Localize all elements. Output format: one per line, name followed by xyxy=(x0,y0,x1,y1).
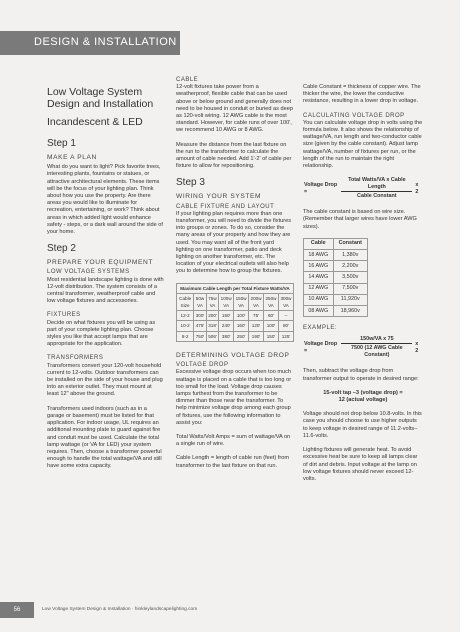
transformers-heading: TRANSFORMERS xyxy=(47,355,104,362)
table-row xyxy=(304,261,368,272)
table-cell: 200' xyxy=(206,311,218,321)
step-1-heading: Step 1 xyxy=(47,138,76,149)
table-cell: 125' xyxy=(278,331,293,341)
table-cell: 75' xyxy=(249,311,264,321)
table-row xyxy=(177,331,294,341)
table-cell: 14 AWG xyxy=(304,272,334,283)
table-row xyxy=(304,294,368,305)
table-row xyxy=(177,321,294,331)
main-subtitle: Incandescent & LED xyxy=(47,116,143,128)
table-cell: 750' xyxy=(194,331,206,341)
table-cell: 12-2 xyxy=(177,311,194,321)
table-row xyxy=(304,250,368,261)
low-voltage-systems-heading: LOW VOLTAGE SYSTEMS xyxy=(47,269,130,276)
table-header: 75w VA xyxy=(206,293,218,310)
calculating-heading: CALCULATING VOLTAGE DROP xyxy=(303,112,405,119)
page-footer xyxy=(0,602,460,618)
banner-title: DESIGN & INSTALLATION xyxy=(34,36,177,48)
table-header: 50w VA xyxy=(194,293,206,310)
table-header: Cable Size xyxy=(177,293,194,310)
table-cell: 11,920v xyxy=(333,294,367,305)
heat-text: Lighting fixtures will generate heat. To avoid excessive heat be sure to keep all lamps clear of dirt and debris. Input voltage at the lamp on low voltage fixtures should never exceed 12-volts. xyxy=(303,447,418,482)
cable-constant-table xyxy=(303,238,368,317)
table-cell: 150' xyxy=(264,331,279,341)
example-formula xyxy=(303,336,423,360)
table-cell: 80' xyxy=(278,321,293,331)
transformers-text-1: Transformers convert your 120-volt household current to 12-volts. Outdoor transformers can be installed on the side of your house and plug into an exterior outlet. They must mount at least 12" above the ground. xyxy=(47,362,163,398)
example-numerator: 150w/VA x 75 xyxy=(341,336,412,344)
formula-label: Voltage Drop = xyxy=(304,182,338,196)
voltage-drop-formula xyxy=(303,177,423,201)
table-header-row xyxy=(304,238,368,249)
table-header: 250w VA xyxy=(264,293,279,310)
formula-numerator: Total Watts/VA x Cable Length xyxy=(341,177,412,192)
table-cell: 380' xyxy=(219,331,234,341)
column-right xyxy=(303,84,423,490)
column-left xyxy=(47,86,165,478)
footer-text: Low Voltage System Design & Installation · hinkleylandscapelighting.com xyxy=(42,607,198,612)
table-header: 200w VA xyxy=(249,293,264,310)
column-middle xyxy=(176,77,293,477)
layout-text: If your lighting plan requires more than one transformer, you will need to divide the fixtures into groups or zones. To do so, consider the many areas of your property and how they are used. You may want all of the front yard lighting on one transformer, patio and deck lighting on another transformer, etc. The location of your electrical outlets will also help you to determine how to group the fixtures. xyxy=(176,210,292,275)
drop-limit-text: Voltage should not drop below 10.8-volts. In this case you should choose to use higher outputs to keep voltage in desired range of 11.2-volts–11.6-volts. xyxy=(303,411,422,439)
subtract-text: Then, subtract the voltage drop from transformer output to operate in desired range: xyxy=(303,368,419,382)
table-cell: 10-2 xyxy=(177,321,194,331)
table-cell: 300' xyxy=(194,311,206,321)
table-row xyxy=(177,311,294,321)
table-cell: 08 AWG xyxy=(304,306,334,317)
subtract-calc-2: 12 (actual voltage) xyxy=(338,397,388,404)
cable-text-1: 12-volt fixtures take power from a weatherproof, flexible cable that can be used above or below ground and generally does not need to be housed in conduit or buried as deep as 120-volt wiring. 12 AWG cable is the most standard. However, for cable runs of over 100', we recommend 10 AWG or 8 AWG. xyxy=(176,84,293,134)
layout-heading: CABLE FIXTURE AND LAYOUT xyxy=(176,203,275,210)
table-header: Cable xyxy=(304,238,334,249)
table-cell: 190' xyxy=(249,331,264,341)
table-cell: 12 AWG xyxy=(304,283,334,294)
table-cell: -- xyxy=(278,311,293,321)
example-heading: EXAMPLE: xyxy=(303,325,338,332)
voltage-drop-section-heading: DETERMINING VOLTAGE DROP xyxy=(176,351,290,359)
table-cell: 8-2 xyxy=(177,331,194,341)
main-title: Low Voltage System Design and Installation xyxy=(47,86,154,110)
table-cell: 160' xyxy=(234,321,249,331)
step-1-subheading: MAKE A PLAN xyxy=(47,154,97,161)
table-cell: 506' xyxy=(206,331,218,341)
transformers-text-2: Transformers used indoors (such as in a garage or basement) must be listed for that application. For indoor usage, UL requires an additional mounting plate to guard against fire and conduit must be used. Calculate the total lamp wattage (or VA for LED) your system requires. Then, choose a transformer powerful enough to handle the total wattage/VA and still have some extra capacity. xyxy=(47,405,162,470)
table-header-row xyxy=(177,293,294,310)
table-cell: 1,380v xyxy=(333,250,367,261)
voltage-drop-heading: VOLTAGE DROP xyxy=(176,362,229,369)
step-3-subheading: WIRING YOUR SYSTEM xyxy=(176,193,262,201)
table-header: 150w VA xyxy=(234,293,249,310)
section-banner xyxy=(0,31,180,55)
example-denominator: 7500 (12 AWG Cable Constant) xyxy=(351,345,403,359)
table-row xyxy=(304,272,368,283)
table-cell: 240' xyxy=(219,321,234,331)
table-cell: 150' xyxy=(219,311,234,321)
table-row xyxy=(304,283,368,294)
table-header: 100w VA xyxy=(219,293,234,310)
table-cell: 100' xyxy=(234,311,249,321)
table-cell: 7,500v xyxy=(333,283,367,294)
constant-text: The cable constant is based on wire size. (Remember that larger wires have lower AWG sizes). xyxy=(303,209,417,230)
low-voltage-systems-text: Most residential landscape lighting is done with 12-volt distribution. The system consists of a central transformer, weatherproof cable and low voltage fixtures and accessories. xyxy=(47,276,164,305)
table-cell: 10 AWG xyxy=(304,294,334,305)
table-cell: 3,500v xyxy=(333,272,367,283)
cable-length-definition: Cable Length = length of cable run (feet) from transformer to the last fixture on that run. xyxy=(176,455,290,469)
step-3-heading: Step 3 xyxy=(176,177,205,189)
table-cell: 18 AWG xyxy=(304,250,334,261)
fixtures-text: Decide on what fixtures you will be using as part of your complete lighting plan. Choose styles you like that accept lamps that are appropriate for the application. xyxy=(47,319,156,348)
table-cell: 100' xyxy=(264,321,279,331)
table-cell: 60' xyxy=(264,311,279,321)
total-watts-definition: Total Watts/Volt Amps = sum of wattage/VA on a single run of wire. xyxy=(176,433,291,448)
cable-length-table-caption: Maximum Cable Length per Total Fixture Watts/VA xyxy=(177,283,294,293)
table-cell: 2,200v xyxy=(333,261,367,272)
table-cell: 250' xyxy=(234,331,249,341)
subtract-calc-1: 15-volt tap –3 (voltage drop) = xyxy=(323,389,403,396)
table-header: 300w VA xyxy=(278,293,293,310)
table-cell: 120' xyxy=(249,321,264,331)
cable-length-table xyxy=(176,283,294,342)
table-cell: 475' xyxy=(194,321,206,331)
table-cell: 18,960v xyxy=(333,306,367,317)
step-2-subheading: PREPARE YOUR EQUIPMENT xyxy=(47,259,154,267)
table-row xyxy=(304,306,368,317)
voltage-drop-text: Excessive voltage drop occurs when too much wattage is placed on a cable that is too long or too small for the load. Voltage drop causes lamps furthest from the transformer to be dimmer than those near the transformer. To help minimize voltage drop among each group of fixtures, use the following information to assist you: xyxy=(176,369,292,426)
fixtures-heading: FIXTURES xyxy=(47,312,81,319)
example-label: Voltage Drop = xyxy=(304,341,338,355)
step-1-text: What do you want to light? Pick favorite trees, interesting plants, fountains or statues, or attractive architectural elements. These items will be the focus of your lighting plan. Think about how you use the property. Are there areas you would like to illuminate for recreation, entertaining, or work? Think about areas in which added light would enhance safety - steps, or a dark wall around the side of your home. xyxy=(47,164,163,236)
cable-constant-definition: Cable Constant = thickness of copper wire. The thicker the wire, the lower the conductive resistance, resulting in a lower drop in voltage. xyxy=(303,84,421,105)
step-2-heading: Step 2 xyxy=(47,243,76,255)
calculating-text: You can calculate voltage drop in volts using the formula below. It also shows the relationship of wattage/VA, run length and two-conductor cable size (given by the cable constant). Adjust lamp wattage/VA, number of fixtures per run, or the length of the run to maintain the right relationship. xyxy=(303,119,423,170)
table-cell: 318' xyxy=(206,321,218,331)
page-number: 56 xyxy=(0,602,34,618)
formula-denominator: Cable Constant xyxy=(357,193,397,200)
example-multiplier: x 2 xyxy=(415,341,419,355)
cable-heading: CABLE xyxy=(176,77,199,83)
cable-text-2: Measure the distance from the last fixture on the run to the transformer to calculate the amount of cable needed. Add 1'-2' of cable per fixture to allow for repositioning. xyxy=(176,141,292,170)
formula-multiplier: x 2 xyxy=(415,182,419,196)
table-header: Constant xyxy=(333,238,367,249)
table-cell: 16 AWG xyxy=(304,261,334,272)
